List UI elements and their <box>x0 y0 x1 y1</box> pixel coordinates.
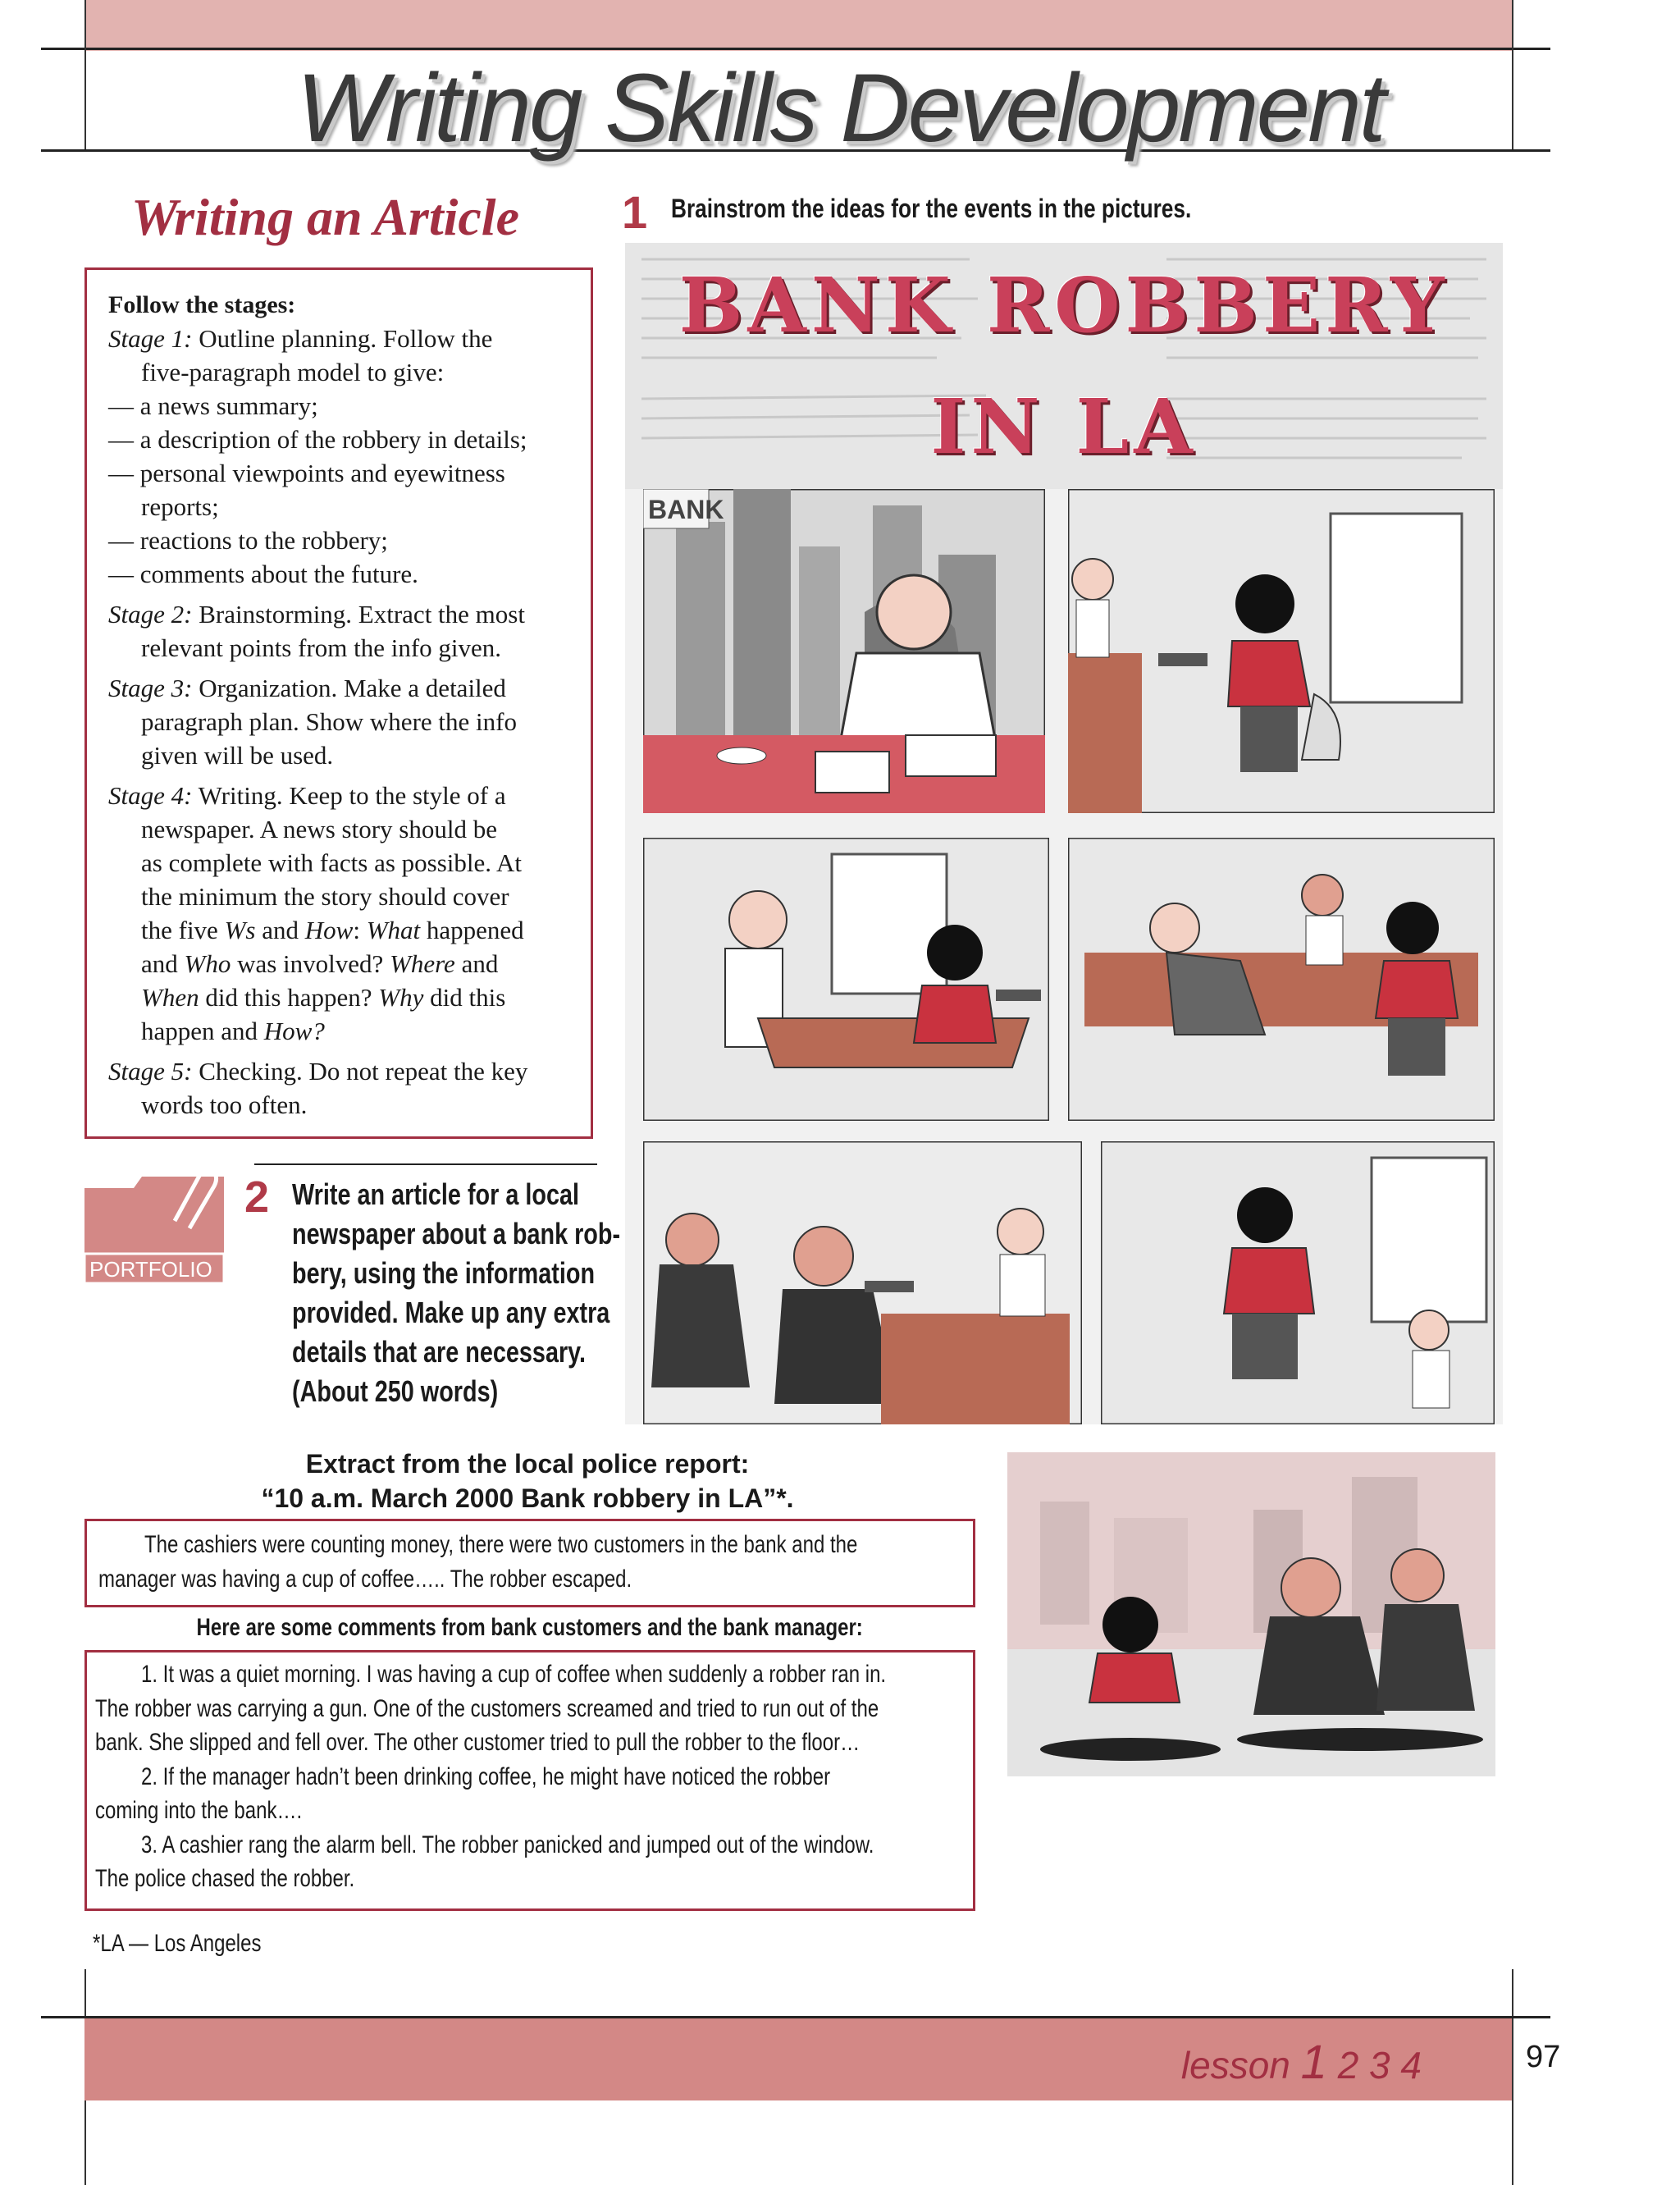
comic-panel-robber-escapes <box>1101 1141 1495 1424</box>
page-title: Writing Skills Development <box>296 54 1384 162</box>
report-line: manager was having a cup of coffee….. The robber escaped. <box>98 1566 632 1593</box>
stage4-text: Writing. Keep to the style of a <box>192 781 506 810</box>
stage4-line: happen and How? <box>141 1017 325 1045</box>
stage3-cont: given will be used. <box>141 741 334 770</box>
stage5-text: Checking. Do not repeat the key <box>192 1057 528 1086</box>
stages-box <box>84 267 593 1139</box>
stage1-item: — reactions to the robbery; <box>108 526 388 555</box>
footer-rule <box>41 2016 1550 2018</box>
task2-instruction: Write an article for a local newspaper about a bank rob- bery, using the information provided. Make up any extra details that are necessary. (About 250 words) <box>292 1177 621 1408</box>
comments-box <box>84 1650 975 1911</box>
task2-number: 2 <box>244 1172 270 1222</box>
page-number: 97 <box>1526 2040 1561 2074</box>
comic-title-line1: BANK ROBBERY <box>678 261 1449 350</box>
comic-panel-police-chase <box>1007 1452 1495 1776</box>
stage1-cont: five-paragraph model to give: <box>141 358 445 386</box>
stage4-line: When did this happen? Why did this <box>141 983 506 1012</box>
comment-line: The police chased the robber. <box>95 1865 355 1892</box>
comic-panel-customers-panic <box>1068 838 1495 1121</box>
stage1-item: reports; <box>141 492 219 521</box>
lesson-others: 2 3 4 <box>1337 2044 1422 2087</box>
stage1-label: Stage 1: <box>108 324 193 353</box>
comic-panel-manager-surprised <box>643 838 1049 1121</box>
margin-line-right-bottom <box>1512 1969 1513 2185</box>
comic-strip <box>625 243 1503 1424</box>
stage2-label: Stage 2: <box>108 600 193 629</box>
task1-instruction: Brainstrom the ideas for the events in the pictures. <box>671 194 1192 223</box>
stage3-cont: paragraph plan. Show where the info <box>141 707 517 736</box>
stage5-label: Stage 5: <box>108 1057 193 1086</box>
task2-rule <box>254 1163 597 1165</box>
comic-panel-police-arrive <box>643 1141 1082 1424</box>
comment-line: coming into the bank…. <box>95 1797 303 1824</box>
stage4-line: as complete with facts as possible. At <box>141 848 523 877</box>
comment-line: 3. A cashier rang the alarm bell. The robber panicked and jumped out of the window. <box>141 1831 874 1858</box>
lesson-indicator: lesson 1 2 3 4 <box>1180 2036 1422 2089</box>
police-report-heading: Extract from the local police report: “10 a.m. March 2000 Bank robbery in LA”*. <box>261 1449 794 1513</box>
section-title: Writing an Article <box>131 188 519 246</box>
comic-panel-robber-enters <box>1068 489 1495 813</box>
comments-heading: Here are some comments from bank customers and the bank manager: <box>196 1614 864 1641</box>
lesson-current: 1 <box>1300 2036 1327 2089</box>
comic-panel-manager <box>643 489 1045 813</box>
stage4-label: Stage 4: <box>108 781 193 810</box>
header-rule-top <box>41 48 1550 50</box>
portfolio-label: PORTFOLIO <box>89 1257 212 1282</box>
stages-heading: Follow the stages: <box>108 291 296 318</box>
comment-line: bank. She slipped and fell over. The other customer tried to pull the robber to the floor… <box>95 1729 861 1756</box>
police-report-box <box>84 1519 975 1607</box>
stage1-item: — a news summary; <box>108 391 318 420</box>
stage1-text: Outline planning. Follow the <box>192 324 493 353</box>
stage4-line: the five Ws and How: What happened <box>141 916 524 944</box>
bank-sign: BANK <box>648 495 724 524</box>
stage4-line: and Who was involved? Where and <box>141 949 499 978</box>
comment-line: 1. It was a quiet morning. I was having a cup of coffee when suddenly a robber ran in. <box>141 1661 887 1688</box>
footnote: *LA — Los Angeles <box>93 1930 262 1957</box>
comment-line: The robber was carrying a gun. One of the customers screamed and tried to run out of the <box>95 1694 879 1722</box>
stage1-item: — a description of the robbery in details; <box>108 425 527 454</box>
stage2-text: Brainstorming. Extract the most <box>192 600 525 629</box>
stage3-text: Organization. Make a detailed <box>192 674 506 702</box>
stage4-line: newspaper. A news story should be <box>141 815 497 843</box>
header-band <box>84 0 1512 51</box>
report-line: The cashiers were counting money, there were two customers in the bank and the <box>144 1531 858 1558</box>
stage5-cont: words too often. <box>141 1090 308 1119</box>
comment-line: 2. If the manager hadn’t been drinking coffee, he might have noticed the robber <box>141 1762 831 1790</box>
stage4-line: the minimum the story should cover <box>141 882 509 911</box>
stage1-item: — personal viewpoints and eyewitness <box>108 459 505 487</box>
stage2-cont: relevant points from the info given. <box>141 633 502 662</box>
stage1-item: — comments about the future. <box>108 560 418 588</box>
task1-number: 1 <box>622 186 648 238</box>
comic-title-line2: IN LA <box>930 382 1198 471</box>
stage3-label: Stage 3: <box>108 674 193 702</box>
portfolio-folder-icon <box>84 1163 224 1291</box>
